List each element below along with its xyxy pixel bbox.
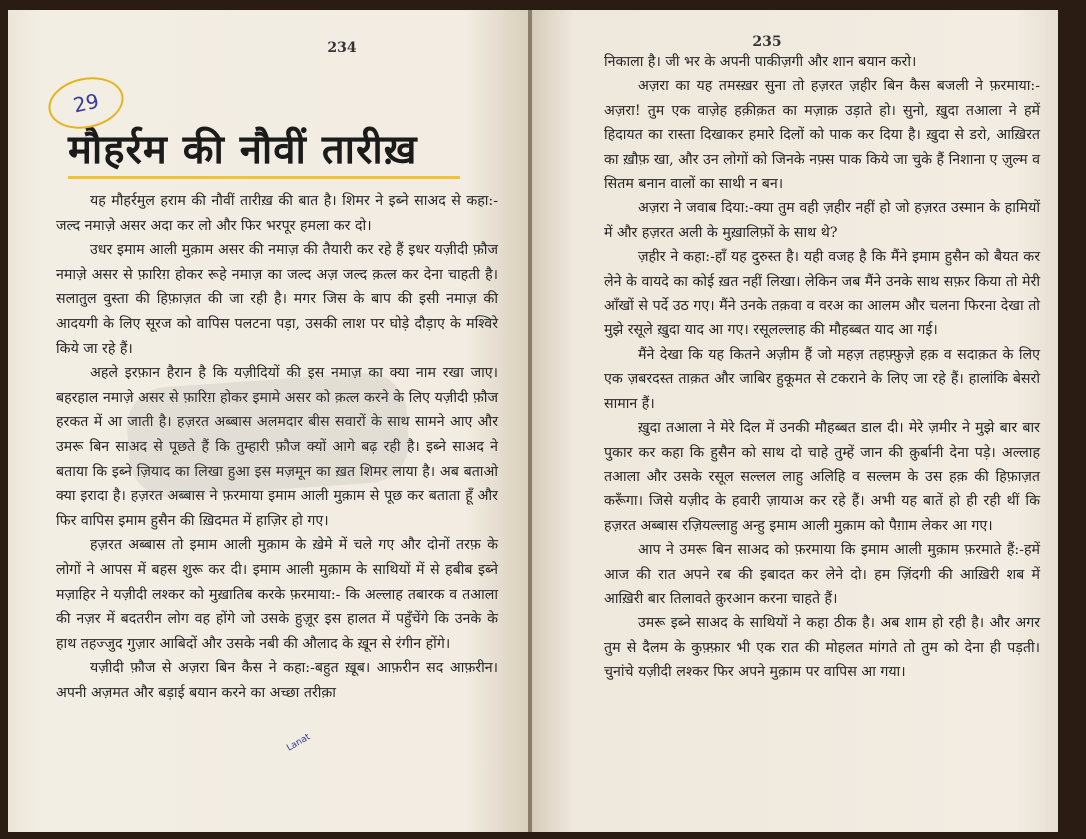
paragraph: हज़रत अब्बास तो इमाम आली मुक़ाम के ख़ेमे में चले गए और दोनों तरफ़ के लोगों ने आपस में बहस शुरू कर दी। इमाम आली मुक़ाम के साथियों में से हबीब इब्ने मज़ाहिर ने यज़ीदी लश्कर को मुख़ातिब करके फ़रमाया:- कि अल्लाह तबारक व तआला की नज़र में बदतरीन लोग वह होंगे जो उसके हुज़ूर इस हालत में पहुँचेंगे कि उनके के हाथ तहज्जुद गुज़ार आबिदों और उसके नबी की औलाद के ख़ून से रंगीन होंगे। <box>56 537 498 652</box>
right-page <box>532 10 1058 832</box>
paragraph: अज़रा का यह तमस्ख़र सुना तो हज़रत ज़हीर बिन कैस बजली ने फ़रमाया:-अज़रा! तुम एक वाज़ेह हक़ीक़त का मज़ाक़ उड़ाते हो। सुनो, ख़ुदा तआला ने हमें हिदायत का रास्ता दिखाकर हमारे दिलों को पाक कर दिया है। ख़ुदा से डरो, आख़िरत का ख़ौफ़ खा, और उन लोगों को जिनके नफ़्स पाक किये जा चुके हैं निशाना ए ज़ुल्म व सितम बनान वालों का साथी न बन। <box>604 78 1040 193</box>
handwritten-annotation: Lanat <box>285 732 313 754</box>
paragraph: मैंने देखा कि यह कितने अज़ीम हैं जो महज़ तहफ़्फ़ुज़े हक़ व सदाक़त के लिए एक ज़बरदस्त ताक़त और जाबिर हुकूमत से टकराने के लिए जा रहे हैं। हालांकि बेसरो सामान हैं। <box>604 346 1040 412</box>
paragraph: यह मौहर्रमुल हराम की नौवीं तारीख़ की बात है। शिमर ने इब्ने साअद से कहा:-जल्द नमाज़े असर अदा कर लो और फिर भरपूर हमला कर दो। <box>56 193 498 234</box>
paragraph: आप ने उमरू बिन साअद को फ़रमाया कि इमाम आली मुक़ाम फ़रमाते हैं:-हमें आज की रात अपने रब की इबादत कर लेने दो। हम ज़िंदगी की आख़िरी शब में आख़िरी बार तिलावते क़ुरआन करना चाहते हैं। <box>604 542 1040 607</box>
page-number: 234 <box>327 40 357 56</box>
left-page <box>8 10 528 832</box>
chapter-title: मौहर्रम की नौवीं तारीख़ <box>68 124 460 179</box>
open-book <box>8 10 1058 832</box>
page-number: 235 <box>752 34 782 50</box>
paragraph: ज़हीर ने कहा:-हाँ यह दुरुस्त है। यही वजह है कि मैंने इमाम हुसैन को बैयत कर लेने के वायदे का कोई ख़त नहीं लिखा। लेकिन जब मैंने उनके साथ सफ़र किया तो मेरी आँखों से पर्दे उठ गए। मैंने उनके तक़वा व वरअ का आलम और चलना फिरना देखा तो मुझे रसूले ख़ुदा याद आ गए। रसूलल्लाह की मौहब्बत याद आ गई। <box>604 249 1040 339</box>
chapter-number-mark: 29 <box>44 71 129 136</box>
paragraph: उमरू इब्ने साअद के साथियों ने कहा ठीक है। अब शाम हो रही है। और अगर तुम से दैलम के कुफ़्फ़ार भी एक रात की मोहलत मांगते तो तुम को देना ही पड़ती। चुनांचे यज़ीदी लश्कर फिर अपने मुक़ाम पर वापिस आ गया। <box>604 615 1040 681</box>
paragraph: अज़रा ने जवाब दिया:-क्या तुम वही ज़हीर नहीं हो जो हज़रत उस्मान के हामियों में और हज़रत अली के मुख़ालिफ़ों के साथ थे? <box>604 200 1040 241</box>
paragraph: ख़ुदा तआला ने मेरे दिल में उनकी मौहब्बत डाल दी। मेरे ज़मीर ने मुझे बार बार पुकार कर कहा कि हुसैन को साथ दो चाहे तुम्हें जान की क़ुर्बानी देना पड़े। अल्लाह तआला और उसके रसूल सल्लल लाहु अलिहि व सल्लम के उस हक़ की हिफ़ाज़त करूँगा। जिसे यज़ीद के हवारी ज़ायाअ कर रहे हैं। अभी यह बातें हो ही रही थीं कि हज़रत अब्बास रज़ियल्लाहु अन्हु इमाम आली मुक़ाम को पैग़ाम लेकर आ गए। <box>604 420 1040 534</box>
paragraph: उधर इमाम आली मुक़ाम असर की नमाज़ की तैयारी कर रहे हैं इधर यज़ीदी फ़ौज नमाज़े असर से फ़ारिग़ होकर रूहे नमाज़ का जल्द अज़ जल्द क़त्ल कर देना चाहती है। सलातुल वुस्ता की हिफ़ाज़त की जा रही है। मगर जिस के बाप की इसी नमाज़ की आदयगी के लिए सूरज को वापिस पलटना पड़ा, उसकी लाश पर घोड़े दौड़ाए के मश्विरे किये जा रहे हैं। <box>56 242 498 357</box>
paragraph: अहले इरफ़ान हैरान है कि यज़ीदियों की इस नमाज़ का क्या नाम रखा जाए। बहरहाल नमाज़े असर से फ़ारिग़ होकर इमामे असर को क़त्ल करने के लिए यज़ीदी फ़ौज हरकत में आ जाती है। हज़रत अब्बास अलमदार बीस सवारों के साथ सामने आए और उमरू बिन साअद से पूछते हैं कि तुम्हारी फ़ौज क्यों आगे बढ़ रही है। इब्ने साअद ने बताया कि इब्ने ज़ियाद का लिखा हुआ इस मज़मून का ख़त शिमर लाया है। अब बताओ क्या इरादा है। हज़रत अब्बास ने फ़रमाया इमाम आली मुक़ाम से पूछ कर बताता हूँ और फिर वापिस इमाम हुसैन की ख़िदमत में हाज़िर हो गए। <box>56 365 498 529</box>
paragraph: यज़ीदी फ़ौज से अज़रा बिन कैस ने कहा:-बहुत ख़ूब। आफ़रीन सद आफ़रीन। अपनी अज़मत और बड़ाई बयान करने का अच्छा तरीक़ा <box>56 660 498 701</box>
stamp-watermark <box>125 370 412 499</box>
paragraph: निकाला है। जी भर के अपनी पाकीज़गी और शान बयान करो। <box>604 54 917 70</box>
